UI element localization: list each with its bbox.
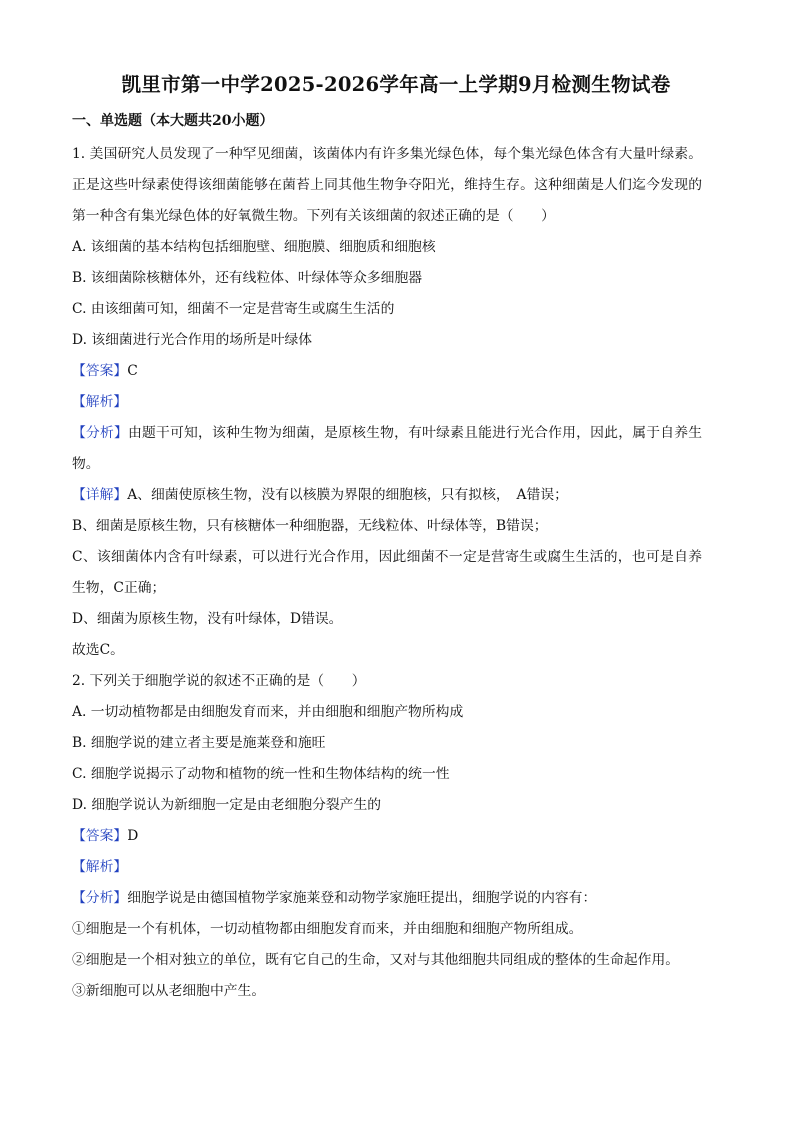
question-2 [72, 666, 702, 1007]
point-3: ③新细胞可以从老细胞中产生。 [72, 983, 266, 999]
xiangjie-a-text: A、细菌使原核生物，没有以核膜为界限的细胞核，只有拟核， A错误； [127, 487, 568, 503]
answer-value: D [127, 828, 139, 844]
analysis-tag: 【解析】 [72, 394, 128, 410]
option-a: A. 一切动植物都是由细胞发育而来，并由细胞和细胞产物所构成 [72, 704, 464, 720]
point-1: ①细胞是一个有机体，一切动植物都由细胞发育而来，并由细胞和细胞产物所组成。 [72, 921, 583, 937]
section-heading: 一、单选题（本大题共20小题） [72, 113, 274, 129]
page-title: 凯里市第一中学2025-2026学年高一上学期9月检测生物试卷 [121, 73, 671, 96]
option-d: D. 该细菌进行光合作用的场所是叶绿体 [72, 332, 313, 348]
analysis-tag: 【解析】 [72, 859, 128, 875]
xiangjie-tag: 【详解】 [72, 487, 128, 503]
xiangjie-paragraph [72, 480, 702, 511]
fenxi-tag: 【分析】 [72, 425, 129, 441]
option-b: B. 该细菌除核糖体外，还有线粒体、叶绿体等众多细胞器 [72, 270, 423, 286]
fenxi-paragraph [72, 418, 702, 480]
question-stem: 2. 下列关于细胞学说的叙述不正确的是（ ） [72, 673, 366, 689]
option-d: D. 细胞学说认为新细胞一定是由老细胞分裂产生的 [72, 797, 382, 813]
fenxi-tag: 【分析】 [72, 890, 128, 906]
analysis-line [72, 387, 702, 418]
answer-value: C [127, 363, 138, 379]
answer-line [72, 821, 702, 852]
option-b: B. 细胞学说的建立者主要是施莱登和施旺 [72, 735, 326, 751]
analysis-line [72, 852, 702, 883]
answer-line [72, 356, 702, 387]
answer-tag: 【答案】 [72, 363, 128, 379]
explanation-c: C、该细菌体内含有叶绿素，可以进行光合作用，因此细菌不一定是营寄生或腐生生活的，也可是自养生物，C正确； [72, 549, 702, 596]
option-a: A. 该细菌的基本结构包括细胞壁、细胞膜、细胞质和细胞核 [72, 239, 436, 255]
question-stem: 1. 美国研究人员发现了一种罕见细菌，该菌体内有许多集光绿色体，每个集光绿色体含有大量叶绿素。正是这些叶绿素使得该细菌能够在菌苔上同其他生物争夺阳光，维持生存。这种细菌是人们迄今发现的第一种含有集光绿色体的好氧微生物。下列有关该细菌的叙述正确的是（ ） [72, 146, 702, 224]
answer-tag: 【答案】 [72, 828, 128, 844]
conclusion: 故选C。 [72, 642, 124, 658]
explanation-b: B、细菌是原核生物，只有核糖体一种细胞器，无线粒体、叶绿体等，B错误； [72, 518, 548, 534]
fenxi-text: 细胞学说是由德国植物学家施莱登和动物学家施旺提出，细胞学说的内容有： [127, 890, 597, 906]
fenxi-text: 由题干可知，该种生物为细菌，是原核生物，有叶绿素且能进行光合作用，因此，属于自养生物。 [72, 425, 703, 472]
explanation-d: D、细菌为原核生物，没有叶绿体，D错误。 [72, 611, 343, 627]
question-1 [72, 139, 702, 666]
option-c: C. 细胞学说揭示了动物和植物的统一性和生物体结构的统一性 [72, 766, 450, 782]
option-c: C. 由该细菌可知，细菌不一定是营寄生或腐生生活的 [72, 301, 395, 317]
fenxi-paragraph [72, 883, 702, 914]
point-2: ②细胞是一个相对独立的单位，既有它自己的生命，又对与其他细胞共同组成的整体的生命起作用。 [72, 952, 680, 968]
